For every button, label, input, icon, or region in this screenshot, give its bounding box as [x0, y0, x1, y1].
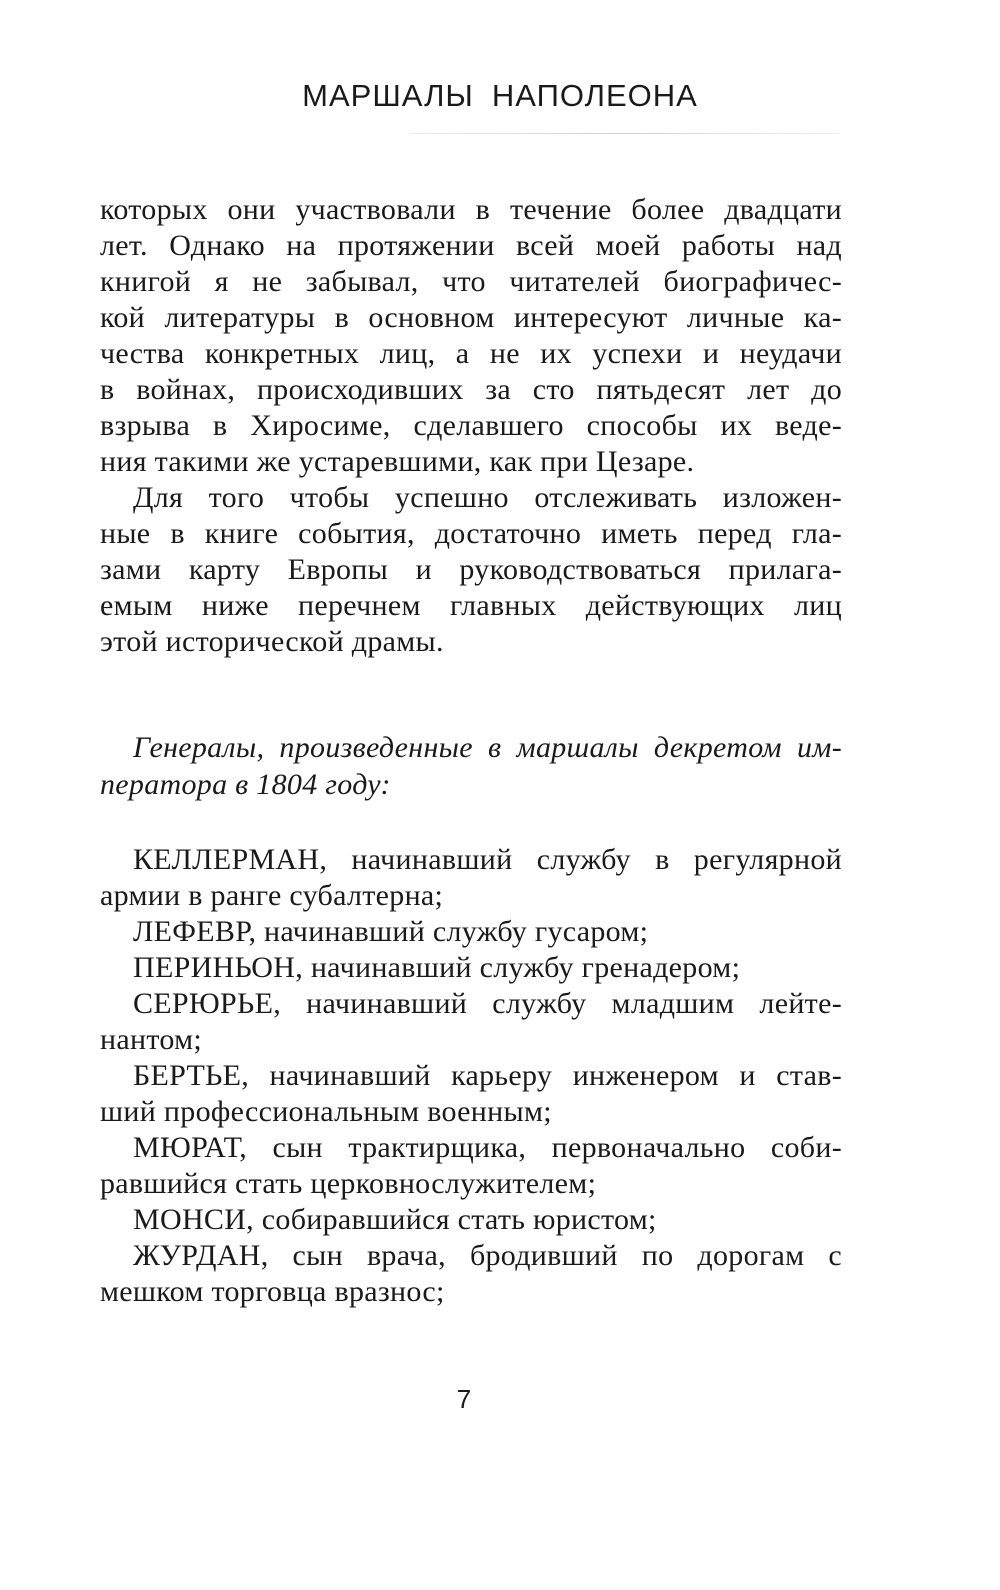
list-item-line: мешком торговца вразнос; [100, 1275, 445, 1308]
text-line: книгой я не забывал, что читателей биографичес- [100, 265, 842, 298]
text-line: емым ниже перечнем главных действующих лиц [100, 589, 842, 622]
list-item-line: равшийся стать церковнослужителем; [100, 1167, 597, 1200]
text-line: кой литературы в основном интересуют личные ка- [100, 301, 842, 334]
text-line: чества конкретных лиц, а не их успехи и неудачи [100, 337, 842, 370]
list-item-line: ЛЕФЕВР, начинавший службу гусаром; [133, 915, 649, 948]
list-item-line: нантом; [100, 1023, 202, 1056]
running-header-word-2: НАПОЛЕОНА [491, 78, 698, 113]
running-header [0, 78, 1000, 114]
list-item-line: ший профессиональным военным; [100, 1095, 552, 1128]
text-line: Для того чтобы успешно отслеживать изложен- [133, 481, 842, 514]
page-number: 7 [456, 1384, 472, 1414]
list-item-line: МОНСИ, собиравшийся стать юристом; [133, 1203, 657, 1236]
list-item-line: армии в ранге субалтерна; [100, 879, 444, 912]
heading-line: ператора в 1804 году: [100, 768, 391, 801]
text-line: в войнах, происходивших за сто пятьдесят лет до [100, 373, 842, 406]
text-line: взрыва в Хиросиме, сделавшего способы их веде- [100, 409, 842, 442]
text-line: лет. Однако на протяжении всей моей работы над [100, 229, 842, 262]
header-rule [410, 133, 840, 134]
text-line: ные в книге события, достаточно иметь перед гла- [100, 517, 842, 550]
list-item-line: ЖУРДАН, сын врача, бродивший по дорогам с [133, 1239, 842, 1272]
text-line: которых они участвовали в течение более двадцати [100, 193, 842, 226]
text-line: зами карту Европы и руководствоваться прилага- [100, 553, 842, 586]
running-header-word-1: МАРШАЛЫ [302, 78, 474, 113]
list-item-line: МЮРАТ, сын трактирщика, первоначально соби- [133, 1131, 842, 1164]
heading-line: Генералы, произведенные в маршалы декретом им- [133, 731, 842, 764]
list-item-line: СЕРЮРЬЕ, начинавший службу младшим лейте- [133, 987, 842, 1020]
list-item-line: ПЕРИНЬОН, начинавший службу гренадером; [133, 951, 741, 984]
list-item-line: КЕЛЛЕРМАН, начинавший службу в регулярной [133, 843, 842, 876]
text-line: этой исторической драмы. [100, 625, 444, 658]
list-item-line: БЕРТЬЕ, начинавший карьеру инженером и став- [133, 1059, 842, 1092]
text-line: ния такими же устаревшими, как при Цезаре. [100, 445, 695, 478]
